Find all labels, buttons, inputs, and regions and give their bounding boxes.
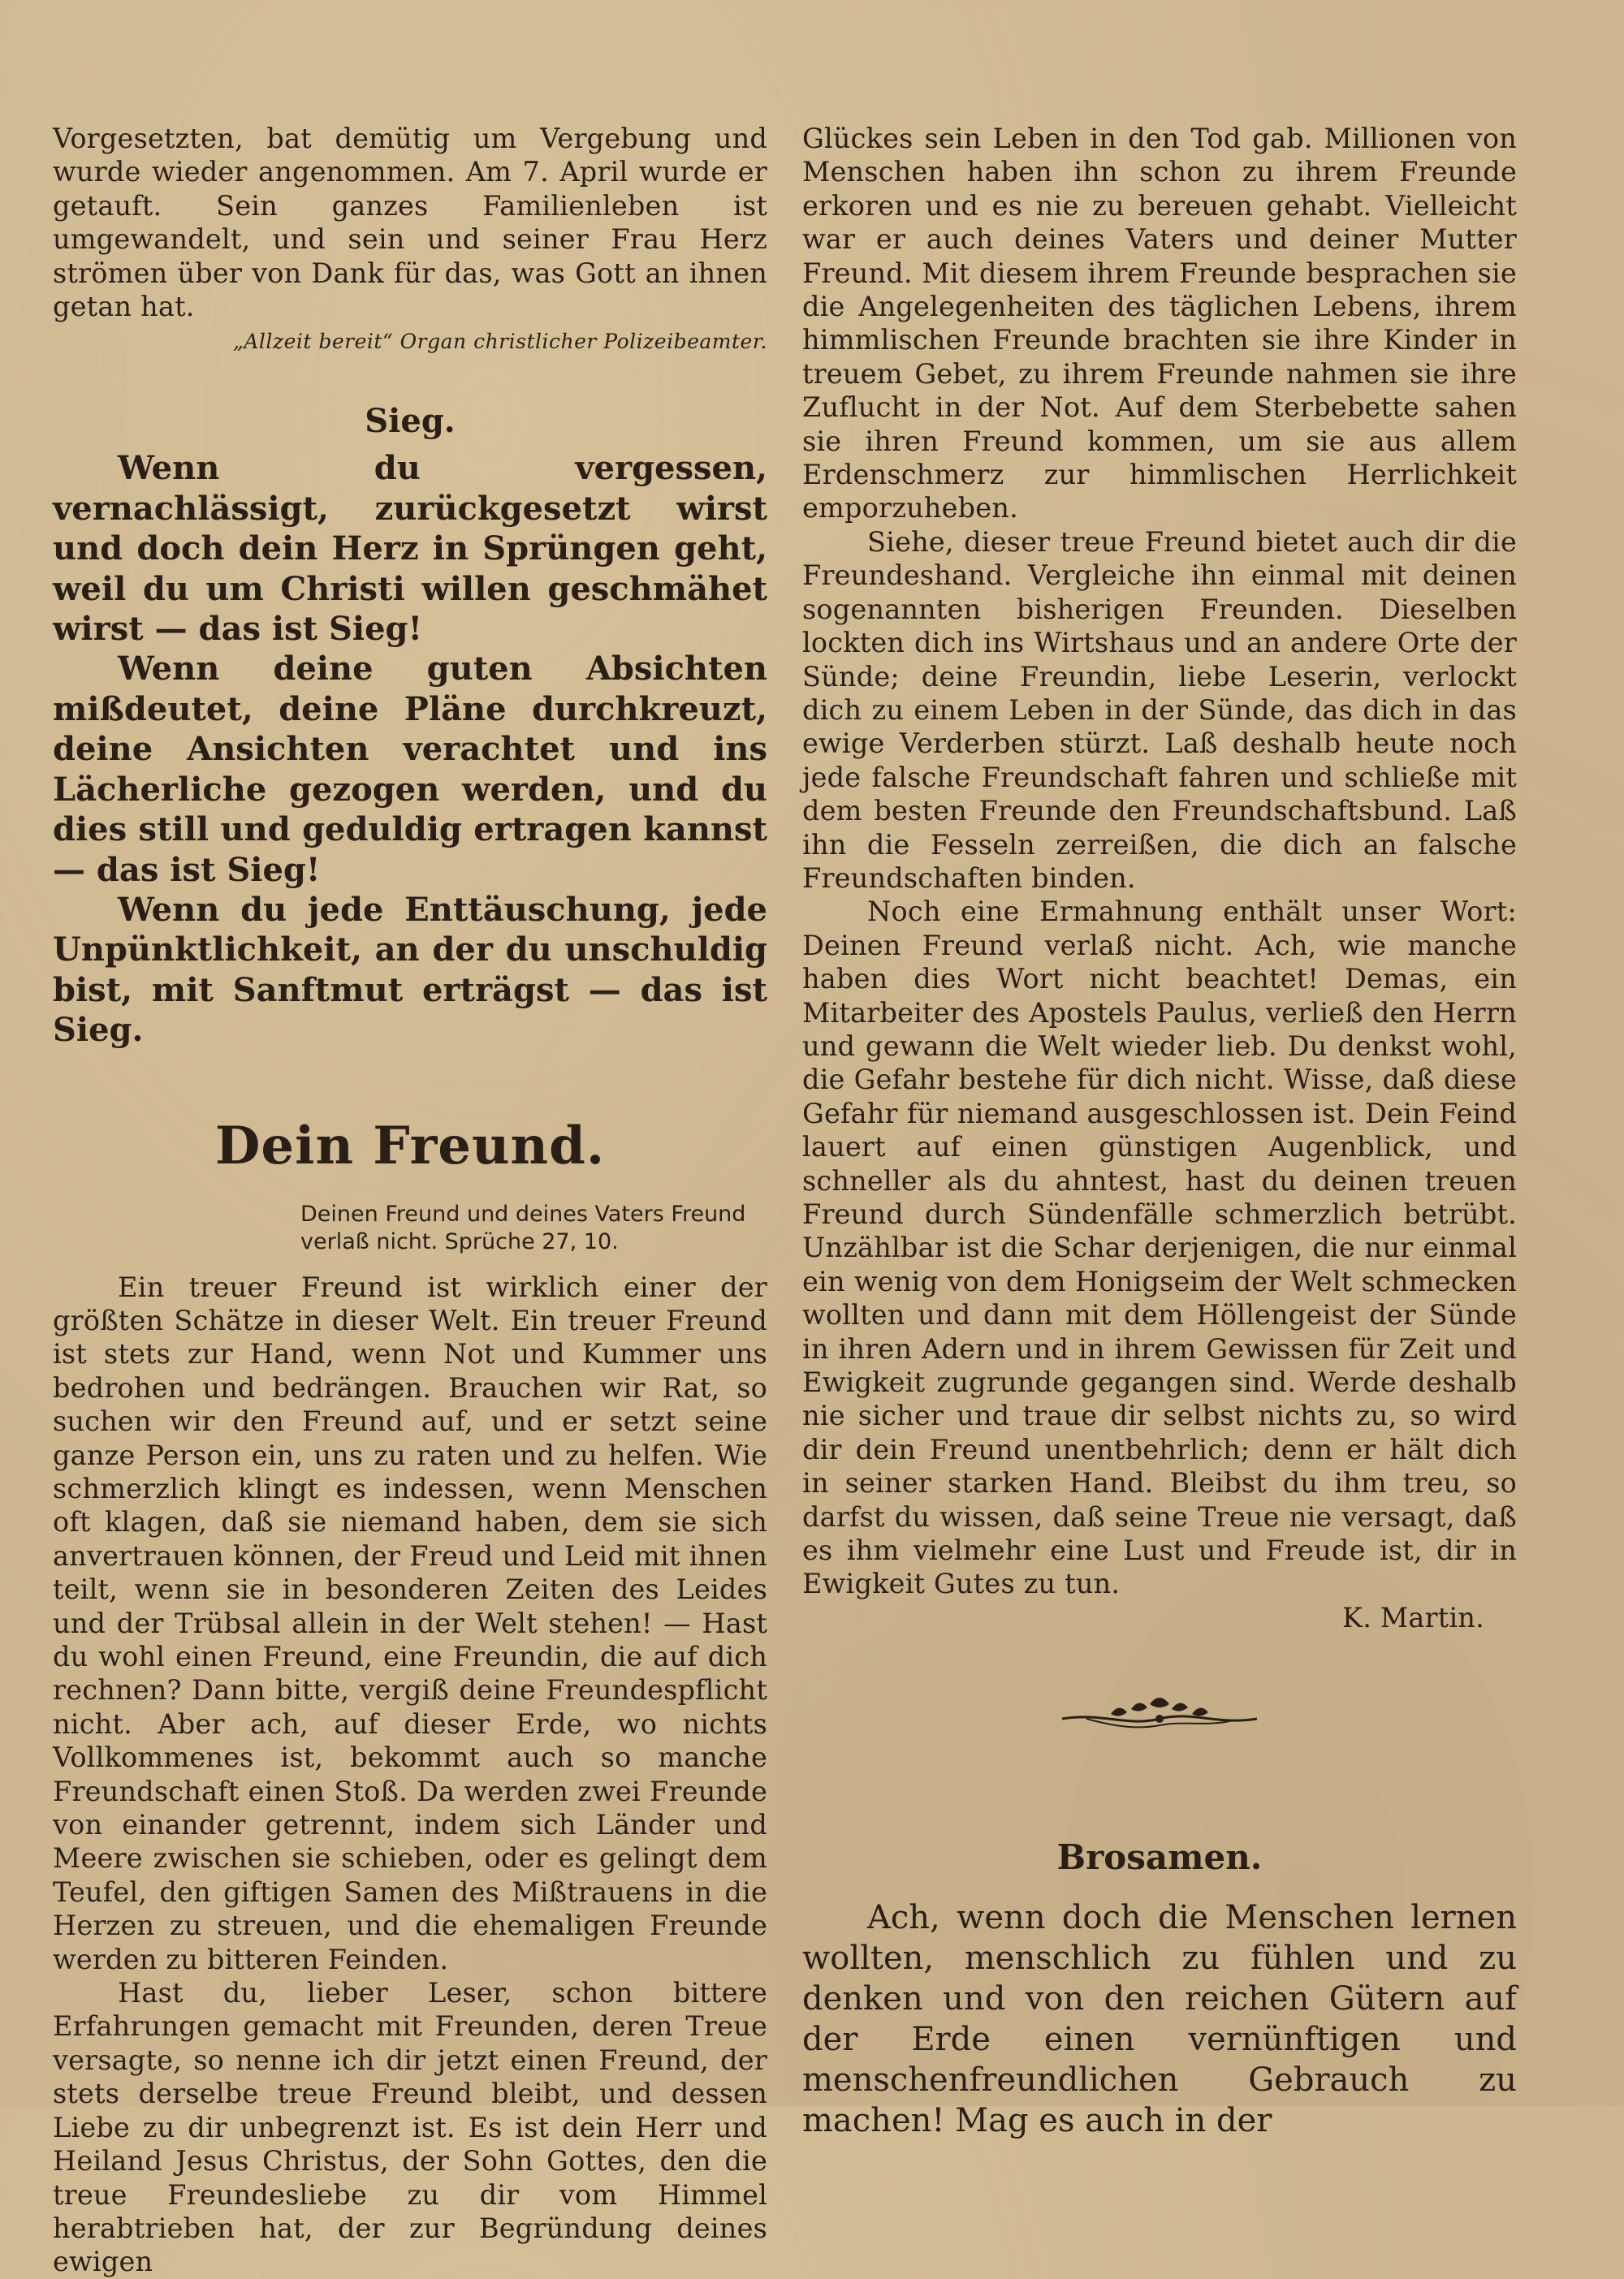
sieg-paragraph: Wenn deine guten Absichten mißdeutet, deine Pläne durchkreuzt, deine Ansichten verachtet und ins Lächerliche gezogen werden, und du dies still und geduldig ertragen kannst — das ist Sieg! bbox=[53, 650, 767, 889]
sieg-paragraph: Wenn du vergessen, vernachlässigt, zurückgesetzt wirst und doch dein Herz in Sprüngen geht, weil du um Christi willen geschmähet wirst — das ist Sieg! bbox=[53, 449, 767, 649]
intro-source: „Allzeit bereit“ Organ christlicher Polizeibeamter. bbox=[232, 330, 767, 354]
right-column bbox=[802, 122, 1517, 2141]
intro-paragraph: Vorgesetzten, bat demütig um Vergebung und wurde wieder angenommen. Am 7. April wurde er getauft. Sein ganzes Familienleben ist umgewandelt, und sein und seiner Frau Herz strömen über von Dank für das, was Gott an ihnen getan hat. bbox=[53, 123, 767, 323]
freund-paragraph-continued: Glückes sein Leben in den Tod gab. Millionen von Menschen haben ihn schon zu ihrem Freunde erkoren und es nie zu bereuen gehabt. Vielleicht war er auch deines Vaters und deiner Mutter Freund. Mit diesem ihrem Freunde besprachen sie die Angelegenheiten des täglichen Lebens, ihrem himmlischen Freunde brachten sie ihre Kinder in treuem Gebet, zu ihrem Freunde nahmen sie ihre Zuflucht in der Not. Auf dem Sterbebette sahen sie ihren Freund kommen, um sie aus allem Erdenschmerz zur himmlischen Herrlichkeit emporzuheben. bbox=[802, 123, 1517, 524]
freund-heading: Dein Freund. bbox=[214, 1115, 606, 1176]
floral-ornament-icon bbox=[802, 1683, 1517, 1748]
floral-ornament-icon bbox=[1054, 1683, 1265, 1740]
freund-paragraph: Noch eine Ermahnung enthält unser Wort: Deinen Freund verlaß nicht. Ach, wie manche haben dies Wort nicht beachtet! Demas, ein Mitarbeiter des Apostels Paulus, verließ den Herrn und gewann die Welt wieder lieb. Du denkst wohl, die Gefahr bestehe für dich nicht. Wisse, daß diese Gefahr für niemand ausgeschlossen ist. Dein Feind lauert auf einen günstigen Augenblick, und schneller als du ahntest, hast du deinen treuen Freund durch Sündenfälle schmerzlich betrübt. Unzählbar ist die Schar derjenigen, die nur einmal ein wenig von dem Honigseim der Welt schmecken wollten und dann mit dem Höllengeist der Sünde in ihren Adern und in ihrem Gewissen für Zeit und Ewigkeit zugrunde gegangen sind. Werde deshalb nie sicher und traue dir selbst nichts zu, so wird dir dein Freund unentbehrlich; denn er hält dich in seiner starken Hand. Bleibst du ihm treu, so darfst du wissen, daß seine Treue nie versagt, daß es ihm vielmehr eine Lust und Freude ist, dir in Ewigkeit Gutes zu tun. bbox=[802, 896, 1517, 1600]
sieg-paragraph: Wenn du jede Enttäuschung, jede Unpünktlichkeit, an der du unschuldig bist, mit Sanftmut erträgst — das ist Sieg. bbox=[53, 890, 767, 1050]
freund-paragraph: Hast du, lieber Leser, schon bittere Erfahrungen gemacht mit Freunden, deren Treue versagte, so nenne ich dir jetzt einen Freund, der stets derselbe treue Freund bleibt, und dessen Liebe zu dir unbegrenzt ist. Es ist dein Herr und Heiland Jesus Christus, der Sohn Gottes, den die treue Freundesliebe zu dir vom Himmel herabtrieben hat, der zur Begründung deines ewigen bbox=[53, 1977, 767, 2278]
freund-motto: Deinen Freund und deines Vaters Freund verlaß nicht. Sprüche 27, 10. bbox=[300, 1201, 746, 1254]
freund-paragraph: Siehe, dieser treue Freund bietet auch dir die Freundeshand. Vergleiche ihn einmal mit deinen sogenannten bisherigen Freunden. Dieselben lockten dich ins Wirtshaus und an andere Orte der Sünde; deine Freundin, liebe Leserin, verlockt dich zu einem Leben in der Sünde, das dich in das ewige Verderben stürzt. Laß deshalb heute noch jede falsche Freundschaft fahren und schließe mit dem besten Freunde den Freundschaftsbund. Laß ihn die Fesseln zerreißen, die dich an falsche Freundschaften binden. bbox=[802, 525, 1517, 894]
author-signature: K. Martin. bbox=[1341, 1601, 1484, 1634]
brosamen-heading: Brosamen. bbox=[1056, 1837, 1263, 1878]
brosamen-paragraph: Ach, wenn doch die Menschen lernen wollten, menschlich zu fühlen und zu denken und von den reichen Gütern auf der Erde einen vernünftigen und menschenfreundlichen Gebrauch zu machen! Mag es auch in der bbox=[802, 1899, 1517, 2140]
sieg-heading: Sieg. bbox=[365, 402, 456, 441]
freund-paragraph: Ein treuer Freund ist wirklich einer der größten Schätze in dieser Welt. Ein treuer Freund ist stets zur Hand, wenn Not und Kummer uns bedrohen und bedrängen. Brauchen wir Rat, so suchen wir den Freund auf, und er setzt seine ganze Person ein, uns zu raten und zu helfen. Wie schmerzlich klingt es indessen, wenn Menschen oft klagen, daß sie niemand haben, dem sie sich anvertrauen können, der Freud und Leid mit ihnen teilt, wenn sie in besonderen Zeiten des Leides und der Trübsal allein in der Welt stehen! — Hast du wohl einen Freund, eine Freundin, die auf dich rechnen? Dann bitte, vergiß deine Freundespflicht nicht. Aber ach, auf dieser Erde, wo nichts Vollkommenes ist, bekommt auch so manche Freundschaft einen Stoß. Da werden zwei Freunde von einander getrennt, indem sich Länder und Meere zwischen sie schieben, oder es gelingt dem Teufel, den giftigen Samen des Mißtrauens in die Herzen zu streuen, und die ehemaligen Freunde werden zu bitteren Feinden. bbox=[53, 1271, 767, 1975]
left-column bbox=[53, 122, 767, 2279]
